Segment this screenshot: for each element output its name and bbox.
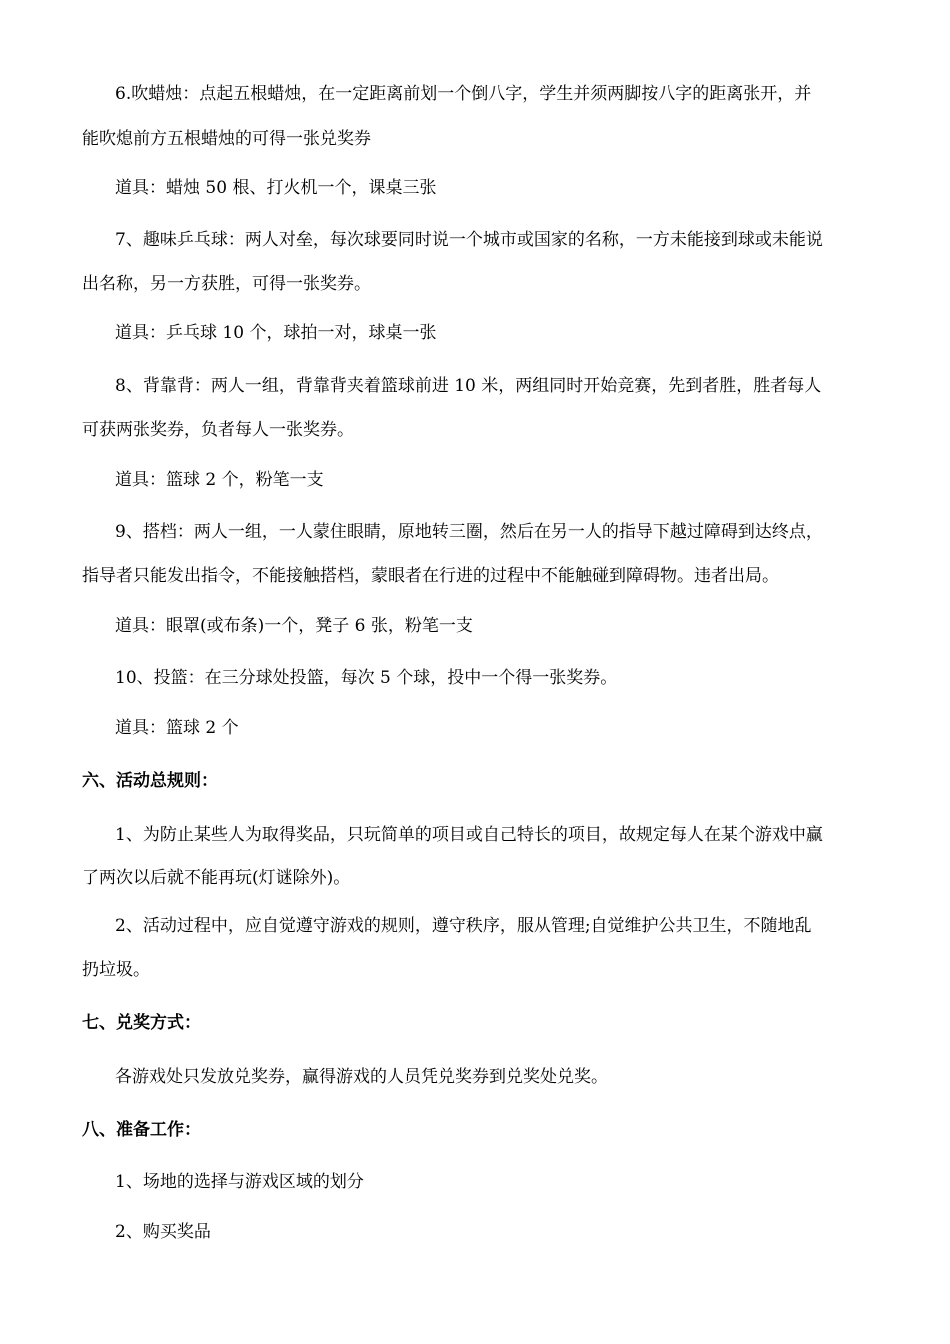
section8-heading: 八、准备工作：: [82, 1120, 201, 1140]
item6-text-line1: 6.吹蜡烛：点起五根蜡烛，在一定距离前划一个倒八字，学生并须两脚按八字的距离张开，并: [115, 84, 812, 104]
section6-heading: 六、活动总规则：: [82, 771, 218, 791]
item10-text: 10、投篮：在三分球处投篮，每次 5 个球，投中一个得一张奖券。: [115, 668, 618, 688]
item9-text-line1: 9、搭档：两人一组，一人蒙住眼睛，原地转三圈，然后在另一人的指导下越过障碍到达终点，: [115, 522, 823, 542]
rule2-text-line2: 扔垃圾。: [82, 960, 150, 980]
item7-text-line2: 出名称，另一方获胜，可得一张奖券。: [82, 274, 371, 294]
section7-heading: 七、兑奖方式：: [82, 1013, 201, 1033]
prep-item-1: 1、场地的选择与游戏区域的划分: [115, 1172, 364, 1192]
item7-text-line1: 7、趣味乒乓球：两人对垒，每次球要同时说一个城市或国家的名称，一方未能接到球或未能说: [115, 230, 823, 250]
prep-item-2: 2、购买奖品: [115, 1222, 211, 1242]
rule2-text-line1: 2、活动过程中，应自觉遵守游戏的规则，遵守秩序，服从管理;自觉维护公共卫生，不随地乱: [115, 916, 812, 936]
redeem-text: 各游戏处只发放兑奖券，赢得游戏的人员凭兑奖券到兑奖处兑奖。: [115, 1067, 608, 1087]
item8-props: 道具：篮球 2 个，粉笔一支: [115, 470, 324, 490]
item9-props: 道具：眼罩(或布条)一个，凳子 6 张，粉笔一支: [115, 616, 473, 636]
item8-text-line1: 8、背靠背：两人一组，背靠背夹着篮球前进 10 米，两组同时开始竞赛，先到者胜，胜者每人: [115, 376, 822, 396]
rule1-text-line1: 1、为防止某些人为取得奖品，只玩简单的项目或自己特长的项目，故规定每人在某个游戏中赢: [115, 825, 823, 845]
item6-text-line2: 能吹熄前方五根蜡烛的可得一张兑奖券: [82, 129, 371, 149]
item9-text-line2: 指导者只能发出指令，不能接触搭档，蒙眼者在行进的过程中不能触碰到障碍物。违者出局。: [82, 566, 779, 586]
item10-props: 道具：篮球 2 个: [115, 718, 239, 738]
item6-props: 道具：蜡烛 50 根、打火机一个，课桌三张: [115, 178, 437, 198]
rule1-text-line2: 了两次以后就不能再玩(灯谜除外)。: [82, 868, 351, 888]
item8-text-line2: 可获两张奖券，负者每人一张奖券。: [82, 420, 354, 440]
item7-props: 道具：乒乓球 10 个，球拍一对，球桌一张: [115, 323, 437, 343]
